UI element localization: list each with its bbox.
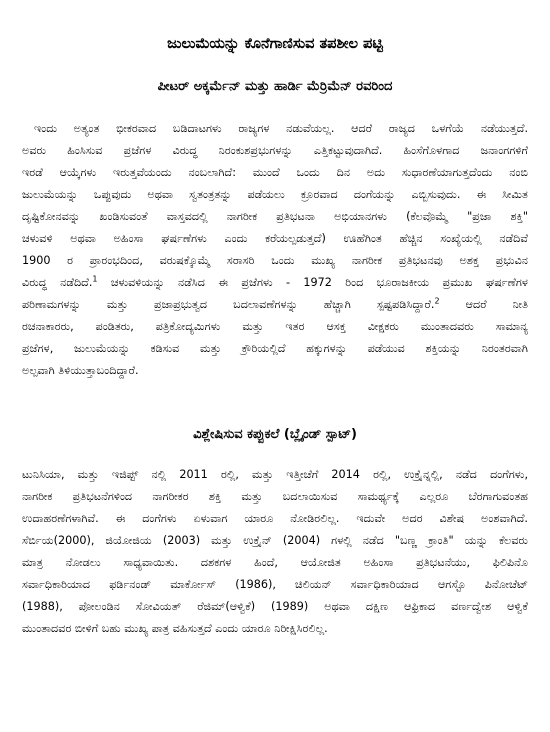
paragraph-line: ಅಲ್ಪವಾಗಿ ತಿಳಿಯುತ್ತಾಬಂದಿದ್ದಾರೆ. (22, 364, 139, 377)
footnote-marker: 1 (92, 274, 98, 284)
paragraph-line (22, 272, 528, 294)
paragraph-line: ಇಂದು ಅತ್ಯಂತ ಭೀಕರವಾದ ಬಡಿದಾಟಗಳು ರಾಜ್ಯಗಳ ನಡುವೆಯಲ್ಲ. ಆದರೆ ರಾಜ್ಯದ ಒಳಗೆಯೆ ನಡೆಯುತ್ತದೆ. (34, 122, 528, 135)
intro-paragraph (22, 118, 528, 382)
paragraph-line: ರಚನಾಕಾರರು, ಪಂಡಿತರು, ಪತ್ರಿಕೋದ್ಯಮಿಗಳು ಮತ್ತು ಇತರ ಆಸಕ್ತ ವೀಕ್ಷಕರು ಮುಂತಾದವರು ಸಾಮಾನ್ಯ (22, 320, 528, 333)
paragraph-text: ವಿರುದ್ಧ ನಡೆದಿದೆ. (22, 276, 93, 289)
paragraph-line: ಮುಂತಾದವರ ಬೀಳಿಗೆ ಬಹು ಮುಖ್ಯ ಪಾತ್ರ ವಹಿಸುತ್ತದೆ ಎಂದು ಯಾರೂ ನಿರೀಕ್ಷಿಸಿರಲಿಲ್ಲ. (22, 622, 328, 635)
paragraph-line: ದೃಷ್ಟಿಕೋನವನ್ನು ಖಂಡಿಸುವಂತೆ ವಾಸ್ತವದಲ್ಲಿ ನಾಗರೀಕ ಪ್ರತಿಭಟನಾ ಅಭಿಯಾನಗಳು (ಕೆಲವೊಮ್ಮೆ "ಪ್ರಜಾ ಶಕ್ತಿ" (22, 210, 528, 223)
document-title: ಜುಲುಮೆಯನ್ನು ಕೊನೆಗಾಣಿಸುವ ತಪಶೀಲ ಪಟ್ಟಿ (167, 36, 383, 52)
paragraph-line: ಇರಡೆ ಆಯ್ಕೆಗಳು ಇರುತ್ತವೆಯಂದು ನಂಬಲಾಗಿದೆ: ಮುಂದೆ ಒಂದು ದಿನ ಅದು ಸುಧಾರಣೆಯಾಗುತ್ತದೆಂದು ನಂಬಿ (22, 166, 528, 179)
document-subtitle: ಪೀಟರ್ ಅಕ್ಕರ್ಮೆನ್ ಮತ್ತು ಹಾರ್ಡಿ ಮೆರ್ರಿಮೆನ್ ರವರಿಂದ (157, 79, 393, 94)
paragraph-line: 1900 ರ ಪ್ರಾರಂಭದಿಂದ, ವರುಷಕ್ಕೊಮ್ಮೆ ಸರಾಸರಿ ಒಂದು ಮುಖ್ಯ ನಾಗರೀಕ ಪ್ರತಿಭಟನವು ಅಶಕ್ತ ಪ್ರಭುವಿನ (22, 254, 528, 267)
paragraph-line (22, 294, 528, 316)
section-heading: ವಿಶ್ಲೇಷಿಸುವ ಕಪ್ಪುಕಲೆ (ಬ್ಲೈಂಡ್ ಸ್ಪಾಟ್) (193, 427, 357, 442)
paragraph-line: ಸರ್ವಾಧಿಕಾರಿಯಾದ ಫರ್ಡಿನಂಡ್ ಮಾರ್ಕೋಸ್ (1986), ಚಿಲಿಯನ್ ಸರ್ವಾಧಿಕಾರಿಯಾದ ಆಗಸ್ಟೊ ಪಿನೋಚೆಟ್ (22, 578, 528, 591)
paragraph-text: ಪರಿಣಾಮಗಳನ್ನು ಮತ್ತು ಪ್ರಜಾಪ್ರಭುತ್ವದ ಬದಲಾವಣೆಗಳನ್ನು ಹೆಚ್ಚಾಗಿ ಸ್ಪಷ್ಟಪಡಿಸಿದ್ದಾರೆ. (22, 298, 435, 311)
paragraph-line: ಪ್ರಜೆಗಳ, ಜುಲುಮೆಯನ್ನು ಕಡಿಸುವ ಮತ್ತು ಕ್ರೌರಿಯಲ್ಲಿದೆ ಹಕ್ಕುಗಳನ್ನು ಪಡೆಯುವ ಶಕ್ತಿಯನ್ನು ನಿರಂತರವಾಗಿ (22, 342, 528, 355)
paragraph-line: ಟುನಿಸಿಯಾ, ಮತ್ತು ಇಜಿಪ್ಟ್ ನಲ್ಲಿ 2011 ರಲ್ಲಿ, ಮತ್ತು ಇತ್ತೀಚೆಗೆ 2014 ರಲ್ಲಿ, ಉಕ್ರೈನ್ನಲ್ಲಿ, ನಡೆದ ದಂಗೆಗಳು, (22, 468, 528, 481)
paragraph-line: ಚಳುವಳಿ ಅಥವಾ ಅಹಿಂಸಾ ಘರ್ಷಣೆಗಳು ಎಂದು ಕರೆಯಲ್ಪಡುತ್ತದೆ) ಊಹೆಗಿಂತ ಹೆಚ್ಚಿನ ಸಂಖ್ಯೆಯಲ್ಲಿ ನಡೆದಿವೆ (22, 232, 528, 245)
paragraph-line: (1988), ಪೋಲಂಡಿನ ಸೋವಿಯತ್ ರೆಜಿಮ್(ಆಳ್ವಿಕೆ) (1989) ಅಥವಾ ದಕ್ಷಿಣ ಆಫ್ರಿಕಾದ ವರ್ಣದ್ವೇಶ ಆಳ್ವಿಕೆ (22, 600, 528, 613)
paragraph-text: ಚಳುವಳಿಯನ್ನು ನಡೆಸಿದ ಈ ಪ್ರಜೆಗಳು - 1972 ರಿಂದ ಭೂರಾಜಕೀಯ ಪ್ರಮುಖ ಘರ್ಷಣೆಗಳ (97, 276, 528, 289)
paragraph-line: ಉದಾಹರಣೆಗಳಾಗಿವೆ. ಈ ದಂಗೆಗಳು ಏಳುವಾಗ ಯಾರೂ ನೋಡಿರಲಿಲ್ಲ. ಇದುವೇ ಅದರ ವಿಶೇಷ ಅಂಶವಾಗಿದೆ. (22, 512, 528, 525)
blind-spot-paragraph (22, 464, 528, 640)
paragraph-line: ಸೆರ್ಬಿಯ(2000), ಜಿಯೋಜಿಯ (2003) ಮತ್ತು ಉಕ್ರೈನ್ (2004) ಗಳಲ್ಲಿ ನಡೆದ "ಬಣ್ಣ ಕ್ರಾಂತಿ" ಯನ್ನು ಕೆಲವರು (22, 534, 528, 547)
paragraph-line: ಜುಲುಮೆಯನ್ನು ಒಪ್ಪುವುದು ಅಥವಾ ಸ್ವತಂತ್ರತನ್ನು ಪಡೆಯಲು ಕ್ರೂರವಾದ ದಂಗೆಯನ್ನು ಎಬ್ಬಿಸುವುದು. ಈ ಸೀಮಿತ (22, 188, 528, 201)
paragraph-line: ಅವರು ಹಿಂಸಿಸುವ ಪ್ರಜೆಗಳ ವಿರುದ್ಧ ನಿರಂಕುಶಪ್ರಭುಗಳನ್ನು ಎತ್ತಿಕಟ್ಟುವುದಾಗಿದೆ. ಹಿಂಸೆಗೊಳಗಾದ ಜನಾಂಗಗಳಿಗೆ (22, 144, 528, 157)
paragraph-line: ಮಾತ್ರ ನೋಡಲು ಸಾಧ್ಯವಾಯಿತು. ದಶಕಗಳ ಹಿಂದೆ, ಆಯೋಜಿತ ಅಹಿಂಸಾ ಪ್ರತಿಭಟನೆಯು, ಫಿಲಿಪಿನೊ (22, 556, 528, 569)
paragraph-text: ಆದರೆ ನೀತಿ (439, 298, 528, 311)
footnote-marker: 2 (434, 296, 440, 306)
paragraph-line: ನಾಗರೀಕ ಪ್ರತಿಭಟನೆಗಳಿಂದ ನಾಗರೀಕರ ಶಕ್ತಿ ಮತ್ತು ಬದಲಾಯಿಸುವ ಸಾಮರ್ಥ್ಯಕ್ಕೆ ಎಲ್ಲರೂ ಬೆರಗಾಗುವಂತಹ (22, 490, 528, 503)
